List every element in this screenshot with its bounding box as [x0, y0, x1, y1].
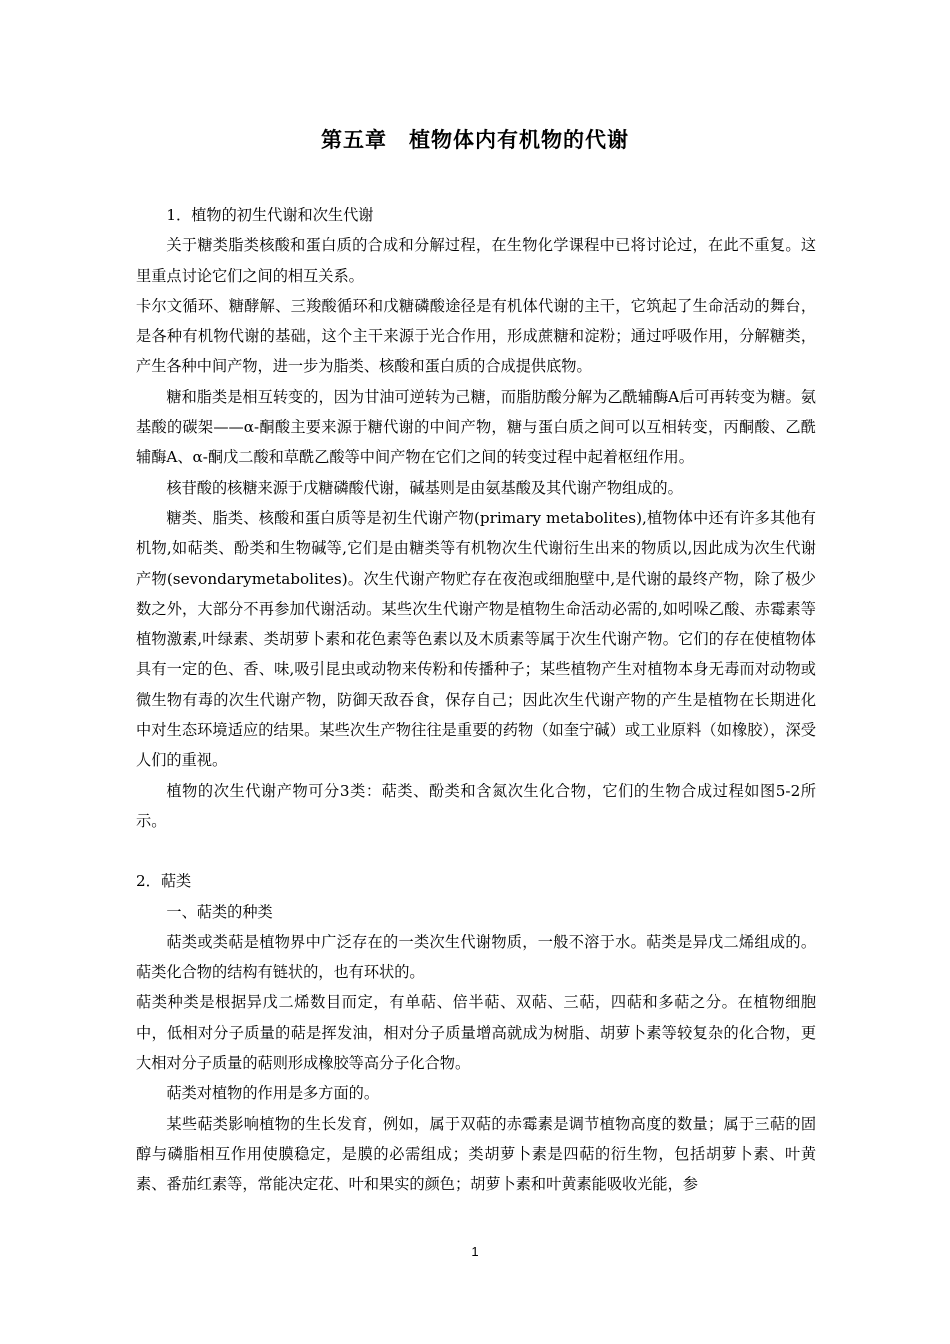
paragraph: 糖和脂类是相互转变的，因为甘油可逆转为己糖，而脂肪酸分解为乙酰辅酶A后可再转变为糖。氨基酸的碳架——α-酮酸主要来源于糖代谢的中间产物，糖与蛋白质之间可以互相转变，丙酮酸、乙酰辅酶A、α-酮戊二酸和草酰乙酸等中间产物在它们之间的转变过程中起着枢纽作用。 — [136, 387, 816, 467]
paragraph: 萜类对植物的作用是多方面的。 — [166, 1084, 380, 1103]
document-body — [136, 200, 816, 1200]
paragraph: 关于糖类脂类核酸和蛋白质的合成和分解过程，在生物化学课程中已将讨论过，在此不重复。这里重点讨论它们之间的相互关系。 — [136, 236, 816, 285]
subsection-heading: 一、萜类的种类 — [166, 902, 273, 921]
section-heading-2: 2．萜类 — [136, 872, 192, 891]
paragraph: 某些萜类影响植物的生长发育，例如，属于双萜的赤霉素是调节植物高度的数量；属于三萜的固醇与磷脂相互作用使膜稳定，是膜的必需组成；类胡萝卜素是四萜的衍生物，包括胡萝卜素、叶黄素、番茄红素等，常能决定花、叶和果实的颜色；胡萝卜素和叶黄素能吸收光能，参 — [136, 1114, 816, 1194]
paragraph: 萜类或类萜是植物界中广泛存在的一类次生代谢物质，一般不溶于水。萜类是异戊二烯组成的。萜类化合物的结构有链状的，也有环状的。 — [136, 932, 816, 982]
paragraph: 核苷酸的核糖来源于戊糖磷酸代谢，碱基则是由氨基酸及其代谢产物组成的。 — [166, 478, 683, 497]
page-number: 1 — [471, 1244, 479, 1259]
paragraph: 植物的次生代谢产物可分3类：萜类、酚类和含氮次生化合物，它们的生物合成过程如图5-2所示。 — [136, 781, 816, 830]
paragraph: 萜类种类是根据异戊二烯数目而定，有单萜、倍半萜、双萜、三萜，四萜和多萜之分。在植物细胞中，低相对分子质量的萜是挥发油，相对分子质量增高就成为树脂、胡萝卜素等较复杂的化合物，更大相对分子质量的萜则形成橡胶等高分子化合物。 — [136, 993, 816, 1073]
chapter-title: 第五章 植物体内有机物的代谢 — [321, 128, 629, 152]
section-heading-1: 1．植物的初生代谢和次生代谢 — [166, 206, 374, 224]
paragraph: 糖类、脂类、核酸和蛋白质等是初生代谢产物(primary metabolites),植物体中还有许多其他有机物,如萜类、酚类和生物碱等,它们是由糖类等有机物次生代谢衍生出来的物质以,因此成为次生代谢产物(sevondarymetabolites)。次生代谢产物贮存在夜泡或细胞壁中,是代谢的最终产物，除了极少数之外，大部分不再参加代谢活动。某些次生代谢产物是植物生命活动必需的,如吲哚乙酸、赤霉素等植物激素,叶绿素、类胡萝卜素和花色素等色素以及木质素等属于次生代谢产物。它们的存在使植物体具有一定的色、香、味,吸引昆虫或动物来传粉和传播种子；某些植物产生对植物本身无毒而对动物或微生物有毒的次生代谢产物，防御天敌吞食，保存自己；因此次生代谢产物的产生是植物在长期进化中对生态环境适应的结果。某些次生产物往往是重要的药物（如奎宁碱）或工业原料（如橡胶），深受人们的重视。 — [136, 508, 816, 770]
paragraph: 卡尔文循环、糖酵解、三羧酸循环和戊糖磷酸途径是有机体代谢的主干，它筑起了生命活动的舞台，是各种有机物代谢的基础，这个主干来源于光合作用，形成蔗糖和淀粉；通过呼吸作用，分解糖类，产生各种中间产物，进一步为脂类、核酸和蛋白质的合成提供底物。 — [136, 296, 816, 376]
